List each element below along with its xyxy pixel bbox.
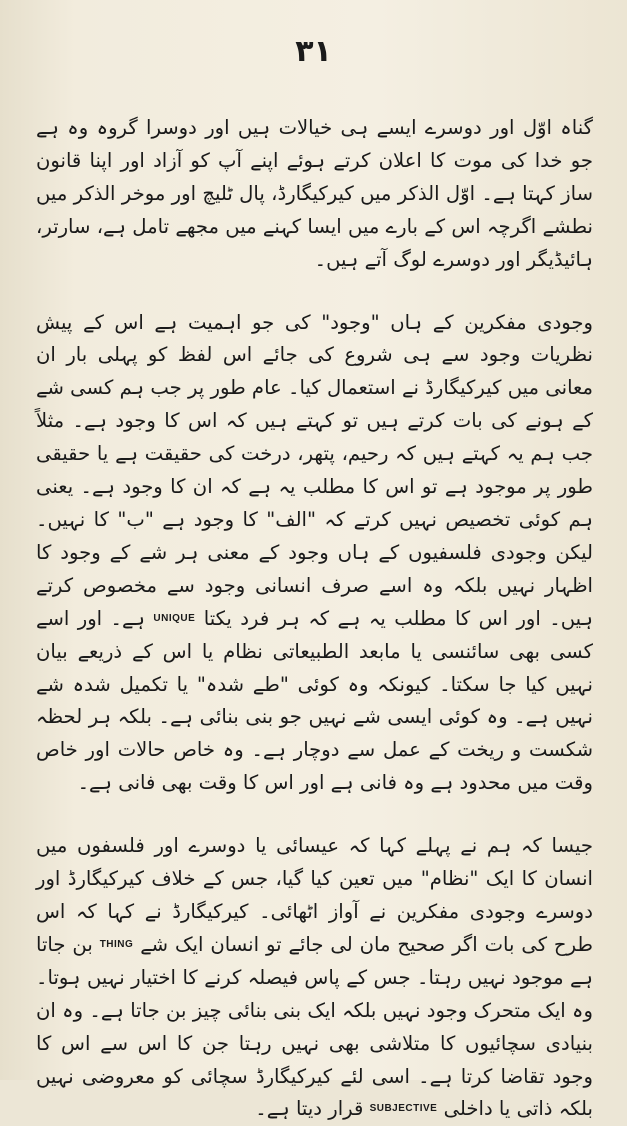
paragraph-2 [36,307,593,801]
paragraph-3 [36,830,593,1126]
paragraph-1 [36,112,593,277]
paragraph-text: جیسا کہ ہم نے پہلے کہا کہ عیسائی یا دوسرے اور فلسفوں میں انسان کا ایک "نظام" میں تعین کیا گیا، جس کے خلاف کیرکیگارڈ اور دوسرے وجودی مفکرین نے آواز اٹھائی۔ کیرکیگارڈ نے کہا کہ اس طرح کی بات اگر صحیح مان لی جائے تو انسان ایک شے [36,834,593,956]
english-term-subjective: SUBJECTIVE [369,1103,438,1115]
body-text [36,112,593,1126]
paragraph-text: بن جاتا ہے موجود نہیں رہتا۔ جس کے پاس فیصلہ کرنے کا اختیار نہیں ہوتا۔ وہ ایک متحرک وجود نہیں بلکہ ایک بنی بنائی چیز بن جاتا ہے۔ وہ ان بنیادی سچائیوں کا متلاشی بھی نہیں رہتا جن کا اس سے اس کا وجود تقاضا کرتا ہے۔ اسی لئے کیرکیگارڈ سچائی کو معروضی نہیں بلکہ ذاتی یا داخلی [36,932,593,1121]
paragraph-text: وجودی مفکرین کے ہاں "وجود" کی جو اہمیت ہے اس کے پیش نظریات وجود سے ہی شروع کی جائے اس لفظ کو پہلی بار ان معانی میں کیرکیگارڈ نے استعمال کیا۔ عام طور پر جب ہم کسی شے کے ہونے کی بات کرتے ہیں تو کہتے ہیں کہ اس کا وجود ہے۔ مثلاً جب ہم یہ کہتے ہیں کہ رحیم، پتھر، درخت کی حقیقت ہے یا حقیقی طور پر موجود ہے تو اس کا مطلب یہ ہے کہ ان کا وجود ہے۔ یعنی ہم کوئی تخصیص نہیں کرتے کہ "الف" کا وجود ہے "ب" کا نہیں۔ لیکن وجودی فلسفیوں کے ہاں وجود کے معنی ہر شے کے وجود کا اظہار نہیں بلکہ وہ اسے صرف انسانی وجود سے مخصوص کرتے ہیں۔ اور اس کا مطلب یہ ہے کہ ہر فرد یکتا [36,310,594,630]
english-term-thing: THING [99,938,134,950]
english-term-unique: UNIQUE [153,612,196,624]
paragraph-text: ہے۔ اور اسے کسی بھی سائنسی یا مابعد الطبیعاتی نظام یا اس کے ذریعے بیان نہیں کیا جا سکتا۔ کیونکہ وہ کوئی "طے شدہ" یا تکمیل شدہ شے نہیں ہے۔ وہ کوئی ایسی شے نہیں جو بنی بنائی ہے۔ بلکہ ہر لحظہ شکست و ریخت کے عمل سے دوچار ہے۔ وہ خاص حالات اور خاص وقت میں محدود ہے وہ فانی ہے اور اس کا وقت بھی فانی ہے۔ [36,606,593,795]
paragraph-text: قرار دیتا ہے۔ [255,1097,364,1121]
paragraph-text: گناہ اوّل اور دوسرے ایسے ہی خیالات ہیں اور دوسرا گروہ وہ ہے جو خدا کی موت کا اعلان کرتے ہوئے اپنے آپ کو آزاد اور اپنا قانون ساز کہتا ہے۔ اوّل الذکر میں کیرکیگارڈ، پال ٹلیچ اور موخر الذکر میں نطشے اگرچہ اس کے بارے میں ایسا کہنے میں مجھے تامل ہے، سارتر، ہائیڈیگر اور دوسرے لوگ آتے ہیں۔ [36,116,593,271]
page-number: ۳۱ [295,34,332,69]
